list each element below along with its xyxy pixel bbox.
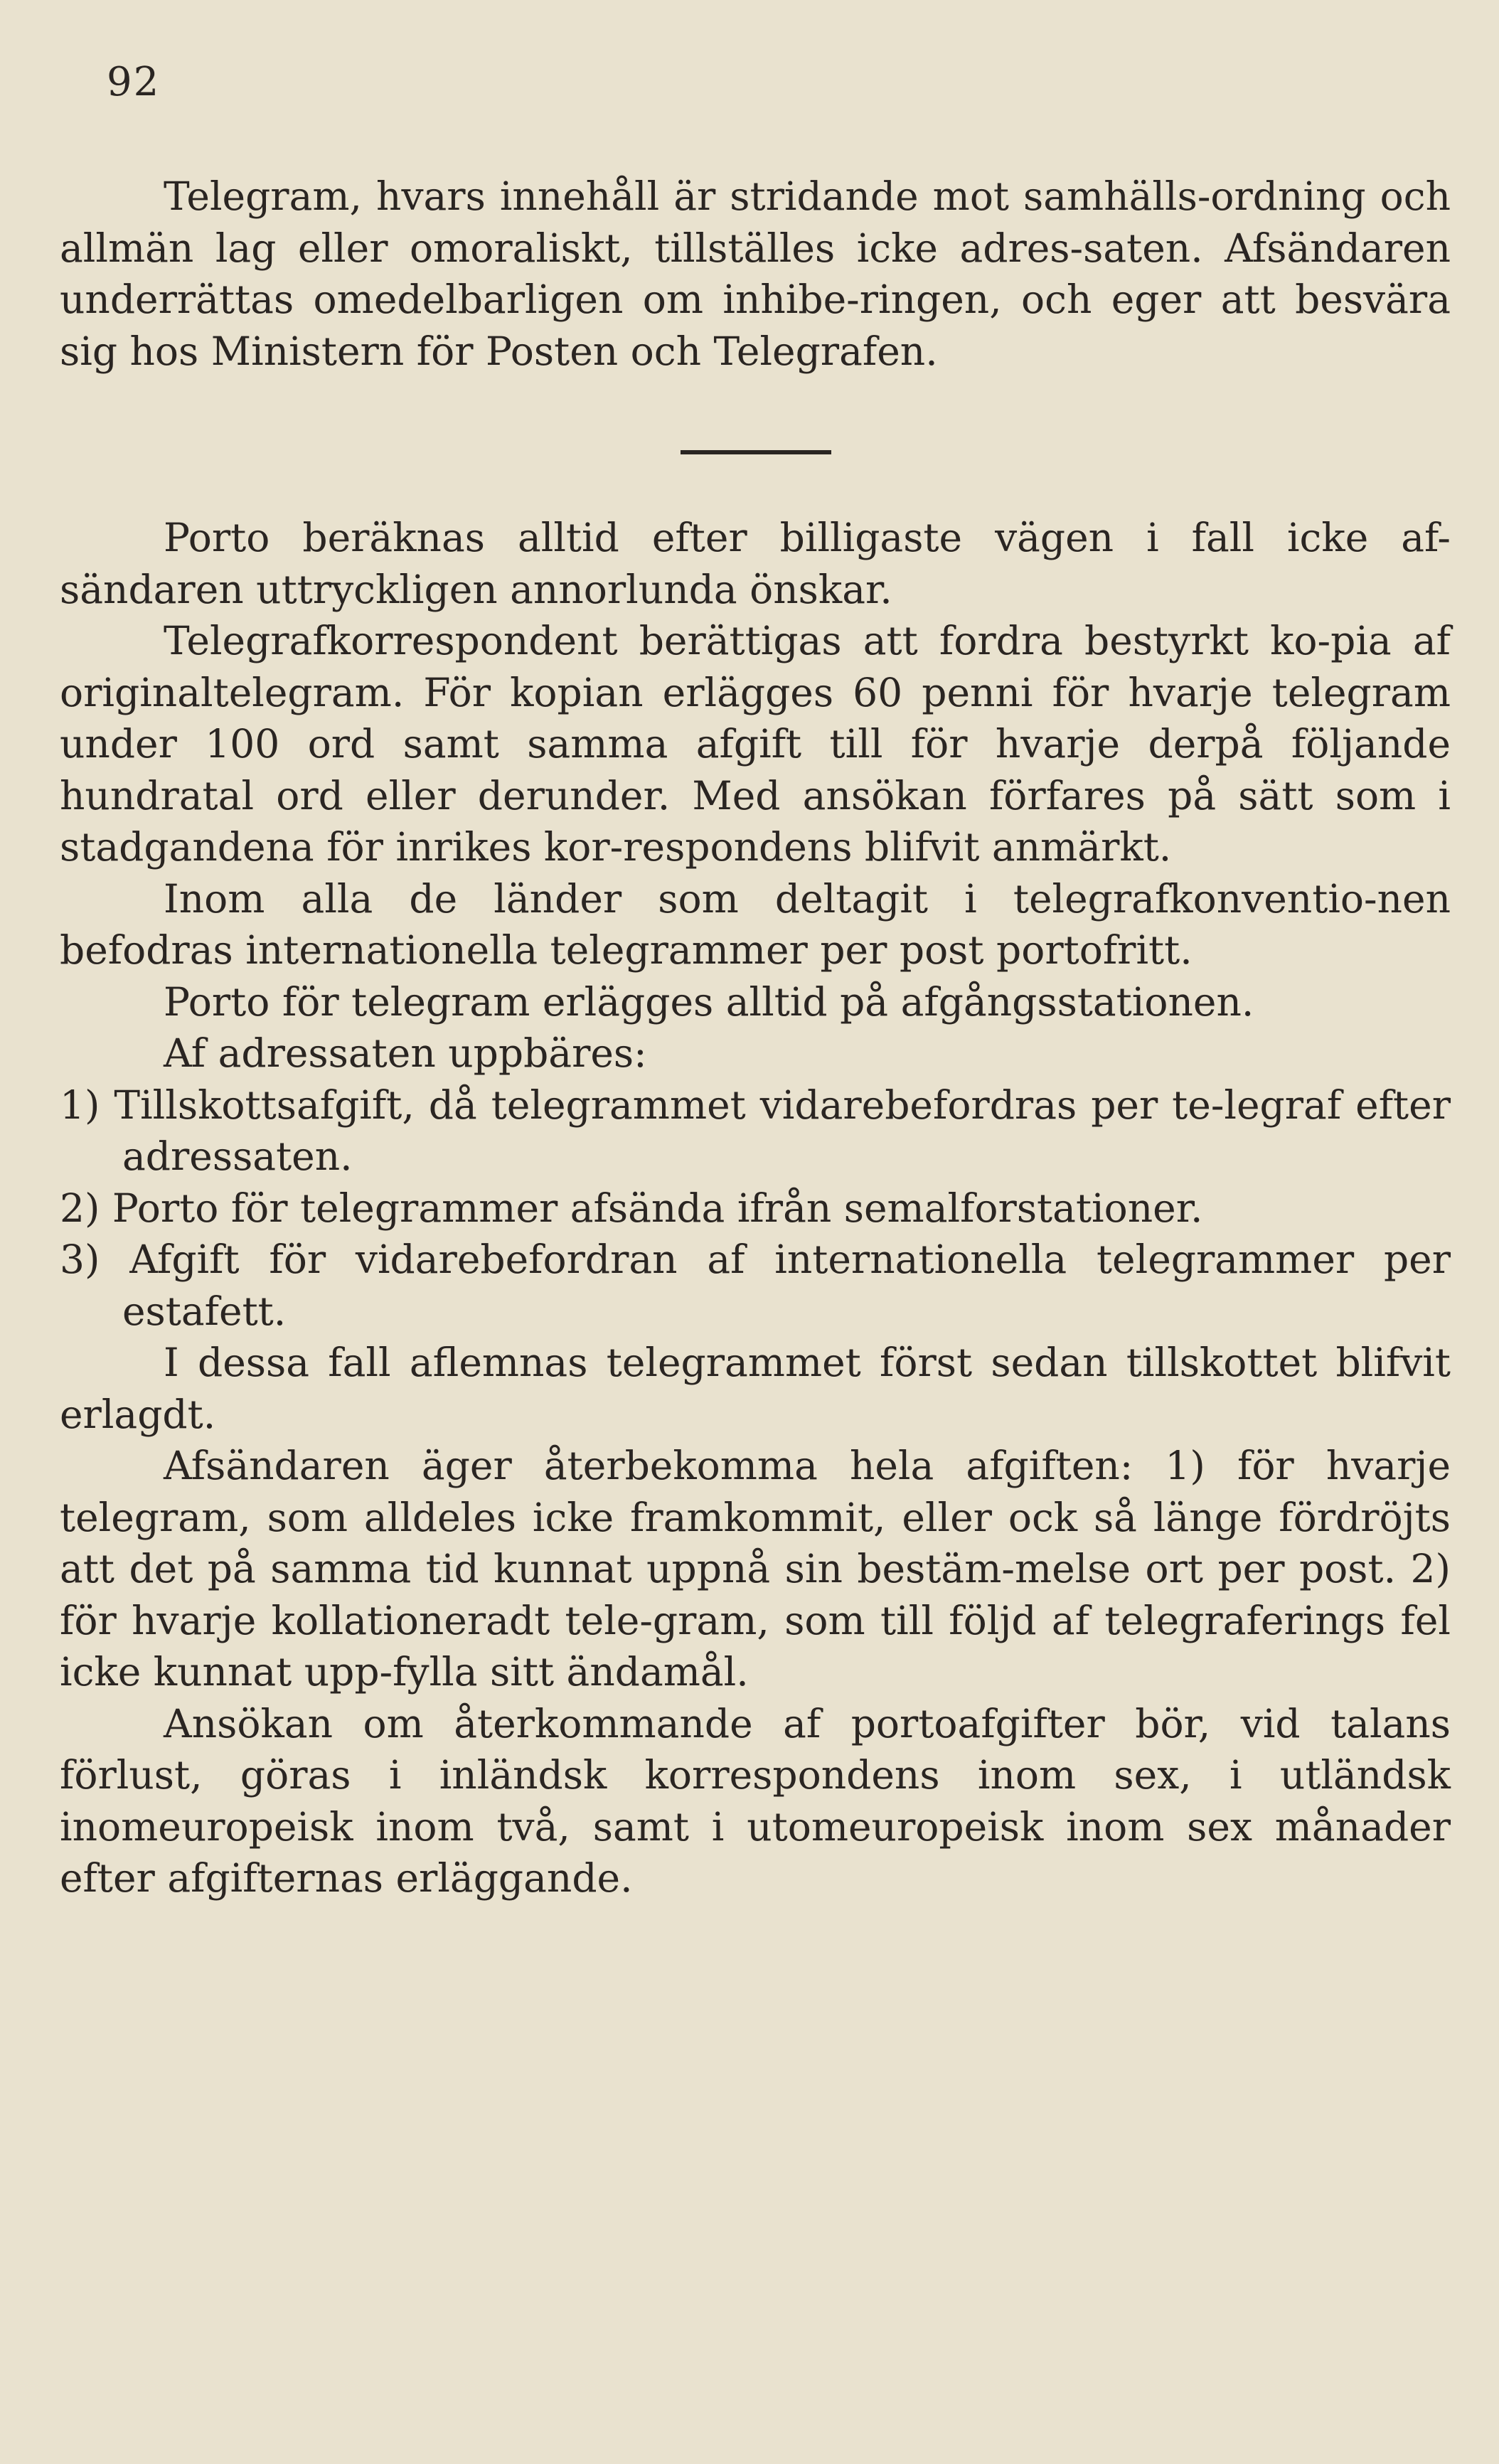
paragraph-kopia: Telegrafkorrespondent berättigas att fordra bestyrkt ko-pia af originaltelegram. För kopian erlägges 60 penni för hvarje telegram under 100 ord samt samma afgift till för hvarje derpå följande hundratal ord eller derunder. Med ansökan förfares på sätt som i stadgandena för inrikes kor-respondens blifvit anmärkt.	[60, 618, 1451, 870]
section-divider	[681, 450, 831, 454]
paragraph-porto: Porto beräknas alltid efter billigaste vägen i fall icke af-sändaren uttryckligen annorlunda önskar.	[60, 515, 1451, 612]
list-item: 3) Afgift för vidarebefordran af internationella telegrammer per estafett.	[60, 1237, 1451, 1334]
paragraph-ansokan: Ansökan om återkommande af portoafgifter bör, vid talans förlust, göras i inländsk korrespondens inom sex, i utländsk inomeuropeisk inom två, samt i utomeuropeisk inom sex månader efter afgifternas erläggande.	[60, 1700, 1451, 1901]
list-item: 2) Porto för telegrammer afsända ifrån semalforstationer.	[60, 1185, 1203, 1231]
paragraph-aterbekomma: Afsändaren äger återbekomma hela afgiften: 1) för hvarje telegram, som alldeles icke framkommit, eller ock så länge fördröjts att det på samma tid kunnat uppnå sin bestäm-melse ort per post. 2) för hvarje kollationeradt tele-gram, som till följd af telegraferings fel icke kunnat upp-fylla sitt ändamål.	[60, 1443, 1451, 1695]
page-number: 92	[107, 59, 161, 105]
paragraph-adressaten: Af adressaten uppbäres:	[164, 1030, 647, 1076]
section-two	[60, 512, 1451, 1904]
paragraph-konvention: Inom alla de länder som deltagit i telegrafkonventio-nen befodras internationella telegrammer per post portofritt.	[60, 875, 1451, 973]
paragraph-aflemnas: I dessa fall aflemnas telegrammet först sedan tillskottet blifvit erlagdt.	[60, 1340, 1451, 1437]
paragraph-afgangsstation: Porto för telegram erlägges alltid på afgångsstationen.	[164, 978, 1254, 1025]
section-one	[60, 171, 1451, 377]
list-item: 1) Tillskottsafgift, då telegrammet vidarebefordras per te-legraf efter adressaten.	[60, 1082, 1451, 1179]
paragraph-telegram-content: Telegram, hvars innehåll är stridande mot samhälls-ordning och allmän lag eller omoraliskt, tillställes icke adres-saten. Afsändaren underrättas omedelbarligen om inhibe-ringen, och eger att besvära sig hos Ministern för Posten och Telegrafen.	[60, 174, 1451, 374]
